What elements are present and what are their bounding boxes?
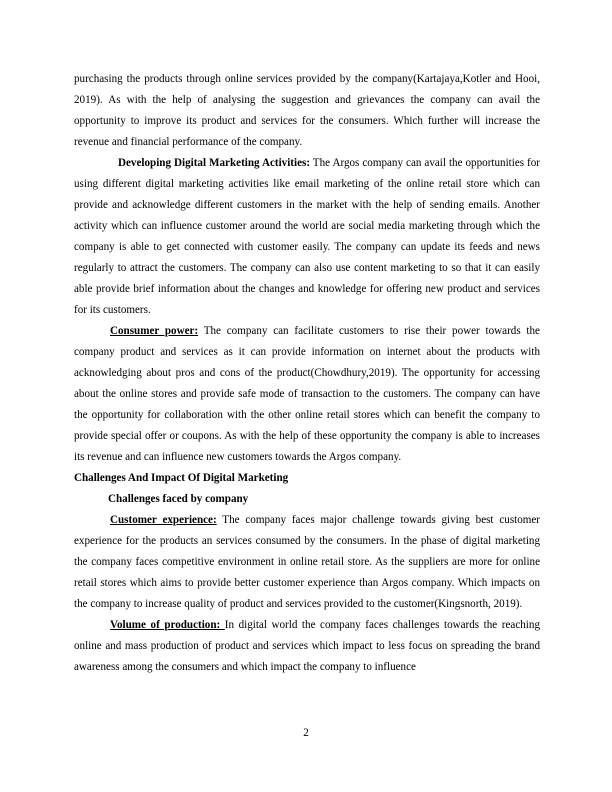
subsection-heading: Challenges faced by company	[108, 493, 249, 505]
paragraph-digital-marketing-activities	[74, 153, 540, 321]
paragraph-consumer-power	[74, 321, 540, 468]
paragraph-intro: purchasing the products through online services provided by the company(Kartajaya,Kotler and Hooi, 2019). As with the help of analysing the suggestion and grievances the company can avail the opportunity to improve its product and services for the consumers. Which further will increase the revenue and financial performance of the company.	[74, 73, 540, 148]
page-body	[74, 69, 540, 678]
paragraph-customer-experience	[74, 510, 540, 615]
text-customer-experience: The company faces major challenge towards giving best customer experience for the products an services consumed by the consumers. In the phase of digital marketing the company faces competitive environment in online retail store. As the suppliers are more for online retail stores which aims to provide better customer experience than Argos company. Which impacts on the company to increase quality of product and services provided to the customer(Kingsnorth, 2019).	[74, 514, 541, 610]
text-consumer-power: The company can facilitate customers to rise their power towards the company product and services as it can provide information on internet about the products with acknowledging about pros and cons of the product(Chowdhury,2019). The opportunity for accessing about the online stores and provide safe mode of transaction to the customers. The company can have the opportunity for collaboration with the other online retail stores which can benefit the company to provide special offer or coupons. As with the help of these opportunity the company is able to increases its revenue and can influence new customers towards the Argos company.	[74, 325, 540, 463]
paragraph-volume-of-production	[74, 615, 540, 678]
label-digital-marketing-activities: Developing Digital Marketing Activities:	[118, 157, 311, 169]
page-number: 2	[303, 727, 309, 739]
text-digital-marketing-activities: The Argos company can avail the opportunities for using different digital marketing activities like email marketing of the online retail store which can provide and acknowledge different customers in the market with the help of sending emails. Another activity which can influence customer around the world are social media marketing through which the company is able to get connected with customer easily. The company can update its feeds and news regularly to attract the customers. The company can also use content marketing to so that it can easily able provide brief information about the changes and knowledge for offering new product and services for its customers.	[74, 157, 540, 316]
label-volume-of-production: Volume of production:	[110, 619, 225, 631]
section-heading: Challenges And Impact Of Digital Marketing	[74, 472, 289, 484]
text-volume-of-production: In digital world the company faces challenges towards the reaching online and mass production of product and services which impact to less focus on spreading the brand awareness among the consumers and which impact the company to influence	[74, 619, 540, 673]
label-customer-experience: Customer experience:	[110, 514, 217, 526]
label-consumer-power: Consumer power:	[110, 325, 199, 337]
